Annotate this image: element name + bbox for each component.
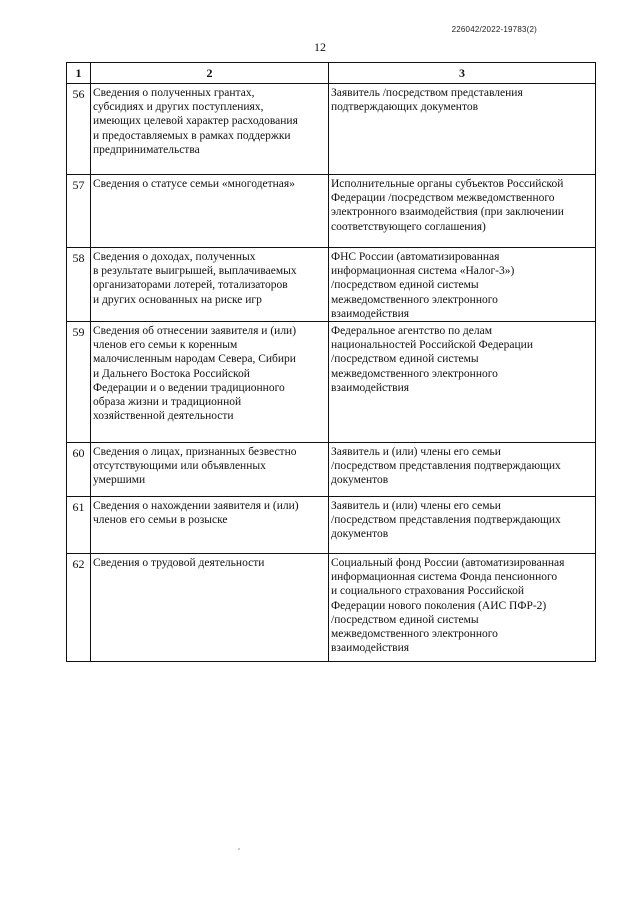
information-cell — [91, 497, 329, 554]
information-line: малочисленным народам Севера, Сибири — [93, 353, 296, 366]
source-cell — [329, 248, 596, 322]
information-line: и Дальнего Востока Российской — [93, 367, 250, 380]
row-number-cell: 58 — [67, 248, 91, 322]
row-number-cell: 62 — [67, 554, 91, 662]
page-number: 12 — [314, 40, 326, 54]
information-line: имеющих целевой характер расходования — [93, 115, 298, 128]
information-line: отсутствующими или объявленных — [93, 460, 266, 473]
information-line: хозяйственной деятельности — [93, 410, 234, 423]
source-cell — [329, 322, 596, 443]
source-line: документов — [331, 528, 389, 541]
information-line: Сведения о статусе семьи «многодетная» — [93, 178, 295, 190]
information-line: Сведения о доходах, полученных — [93, 251, 256, 263]
table-row — [67, 554, 596, 662]
information-cell — [91, 175, 329, 248]
source-line: и социального страхования Российской — [331, 585, 525, 598]
table-row — [67, 322, 596, 443]
information-line: в результате выигрышей, выплачиваемых — [93, 265, 297, 278]
source-line: подтверждающих документов — [331, 101, 479, 114]
source-line: Заявитель и (или) члены его семьи — [331, 500, 501, 513]
source-line: информационная система «Налог-3») — [331, 265, 515, 278]
row-number-cell: 56 — [67, 84, 91, 175]
source-line: /посредством представления подтверждающих — [331, 514, 561, 527]
information-line: Сведения о нахождении заявителя и (или) — [93, 500, 299, 513]
source-line: /посредством единой системы — [331, 279, 479, 292]
row-number-cell: 59 — [67, 322, 91, 443]
table-row — [67, 443, 596, 497]
source-line: документов — [331, 474, 389, 487]
source-line: национальностей Российской Федерации — [331, 339, 533, 352]
source-line: электронного взаимодействия (при заключении — [331, 206, 564, 219]
information-line: и предоставляемых в рамках поддержки — [93, 129, 291, 142]
table-row — [67, 497, 596, 554]
source-line: Исполнительные органы субъектов Российской — [331, 178, 564, 190]
document-registration-number: 226042/2022-19783(2) — [451, 25, 537, 34]
column-header-information: 2 — [91, 63, 329, 84]
source-line: взаимодействия — [331, 307, 410, 320]
information-line: умершими — [93, 474, 146, 487]
source-line: Федерации /посредством межведомственного — [331, 192, 555, 205]
information-line: Федерации и о ведении традиционного — [93, 381, 285, 394]
table-row — [67, 248, 596, 322]
column-header-source: 3 — [329, 63, 596, 84]
source-line: Федеральное агентство по делам — [331, 325, 493, 338]
source-line: соответствующего соглашения) — [331, 220, 486, 233]
table-header-row — [67, 63, 596, 84]
information-line: Сведения о трудовой деятельности — [93, 557, 265, 570]
source-line: ФНС России (автоматизированная — [331, 251, 500, 263]
source-line: Заявитель и (или) члены его семьи — [331, 446, 501, 459]
information-line: членов его семьи в розыске — [93, 514, 228, 527]
source-cell — [329, 497, 596, 554]
row-number-cell: 61 — [67, 497, 91, 554]
information-line: субсидиях и других поступлениях, — [93, 101, 264, 114]
information-line: Сведения об отнесении заявителя и (или) — [93, 325, 297, 338]
information-cell — [91, 84, 329, 175]
source-line: /посредством единой системы — [331, 613, 479, 626]
data-sources-table — [66, 62, 596, 662]
information-line: членов его семьи к коренным — [93, 339, 238, 352]
source-line: Федерации нового поколения (АИС ПФР-2) — [331, 599, 547, 612]
information-cell — [91, 322, 329, 443]
source-line: взаимодействия — [331, 642, 410, 655]
source-line: взаимодействия — [331, 381, 410, 394]
source-cell — [329, 554, 596, 662]
source-cell — [329, 84, 596, 175]
source-line: информационная система Фонда пенсионного — [331, 571, 558, 584]
information-line: Сведения о лицах, признанных безвестно — [93, 446, 297, 459]
information-line: предпринимательства — [93, 143, 200, 156]
source-line: /посредством единой системы — [331, 353, 479, 366]
column-header-number: 1 — [67, 63, 91, 84]
source-line: межведомственного электронного — [331, 367, 498, 380]
information-line: Сведения о полученных грантах, — [93, 87, 255, 99]
information-cell — [91, 443, 329, 497]
row-number-cell: 57 — [67, 175, 91, 248]
table-row — [67, 84, 596, 175]
source-cell — [329, 443, 596, 497]
source-cell — [329, 175, 596, 248]
source-line: межведомственного электронного — [331, 628, 498, 641]
information-line: и других основанных на риске игр — [93, 293, 262, 306]
information-cell — [91, 248, 329, 322]
table-row — [67, 175, 596, 248]
information-cell — [91, 554, 329, 662]
information-line: образа жизни и традиционной — [93, 396, 242, 409]
source-line: /посредством представления подтверждающих — [331, 460, 561, 473]
source-line: Заявитель /посредством представления — [331, 87, 523, 99]
row-number-cell: 60 — [67, 443, 91, 497]
source-line: Социальный фонд России (автоматизированная — [331, 557, 565, 570]
scan-speck — [238, 848, 240, 850]
source-line: межведомственного электронного — [331, 293, 498, 306]
information-line: организаторами лотерей, тотализаторов — [93, 279, 288, 292]
